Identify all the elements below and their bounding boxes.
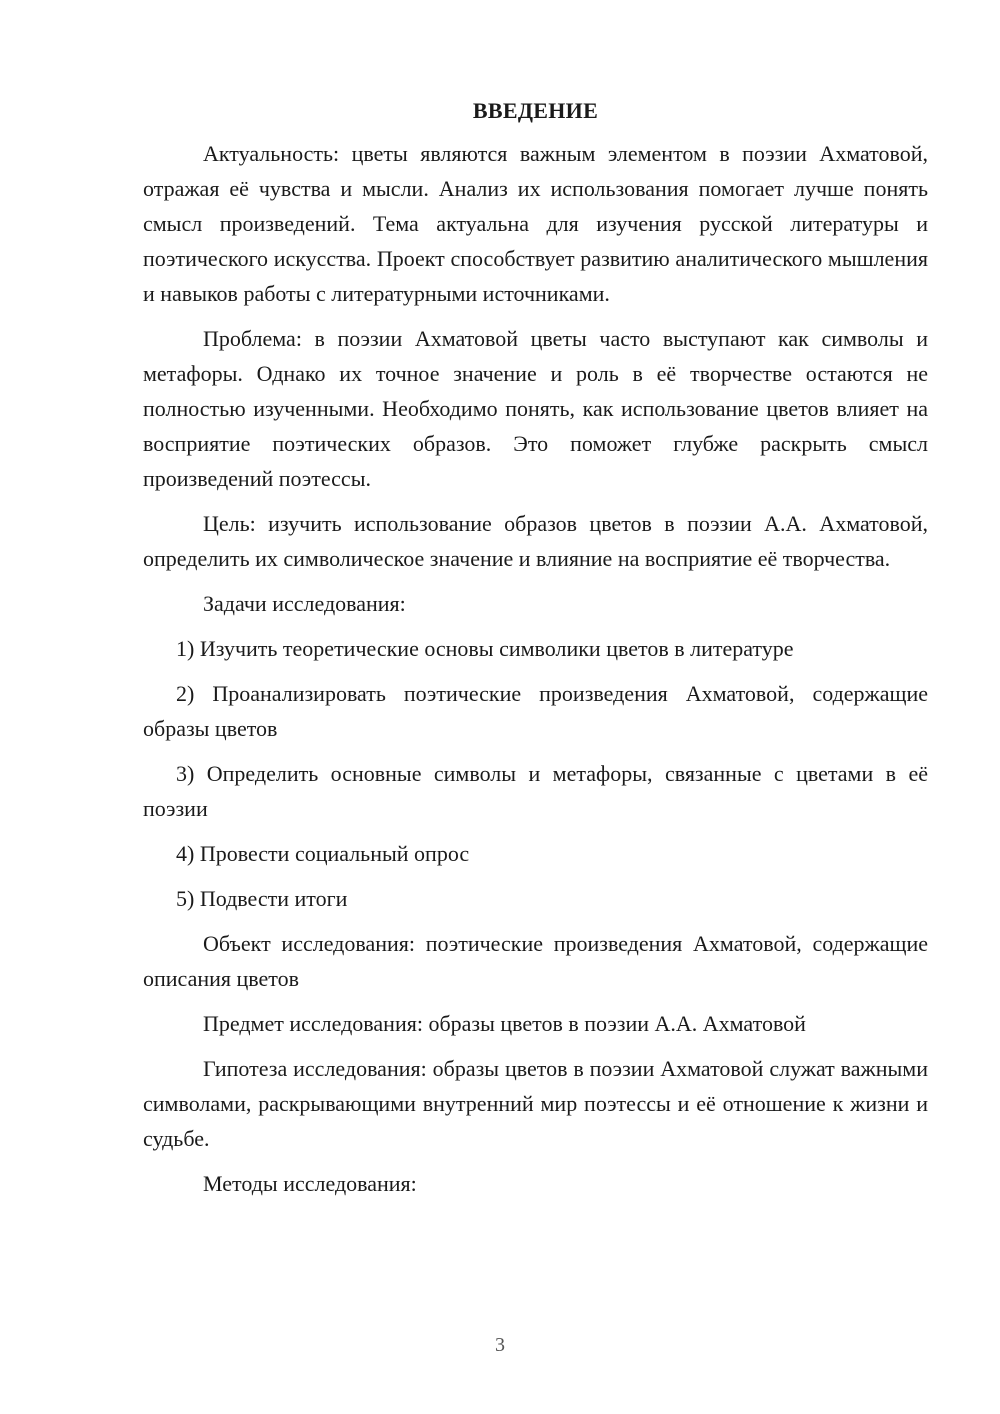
goal-paragraph: Цель: изучить использование образов цветов в поэзии А.А. Ахматовой, определить их символическое значение и влияние на восприятие её творчества. [143,511,928,571]
subject-paragraph: Предмет исследования: образы цветов в поэзии А.А. Ахматовой [203,1011,806,1036]
task-item-3: 3) Определить основные символы и метафоры, связанные с цветами в её поэзии [143,761,928,821]
task-item-4: 4) Провести социальный опрос [176,841,470,866]
problem-paragraph: Проблема: в поэзии Ахматовой цветы часто выступают как символы и метафоры. Однако их точное значение и роль в её творчестве остаются не полностью изученными. Необходимо понять, как использование цветов влияет на восприятие поэтических образов. Это поможет глубже раскрыть смысл произведений поэтессы. [143,326,928,491]
task-item-1: 1) Изучить теоретические основы символики цветов в литературе [176,636,794,661]
relevance-paragraph: Актуальность: цветы являются важным элементом в поэзии Ахматовой, отражая её чувства и мысли. Анализ их использования помогает лучше понять смысл произведений. Тема актуальна для изучения русской литературы и поэтического искусства. Проект способствует развитию аналитического мышления и навыков работы с литературными источниками. [143,141,928,306]
tasks-heading: Задачи исследования: [203,591,406,616]
page-body [143,96,928,1211]
object-paragraph: Объект исследования: поэтические произведения Ахматовой, содержащие описания цветов [143,931,928,991]
task-item-5: 5) Подвести итоги [176,886,348,911]
page-title: ВВЕДЕНИЕ [472,98,599,123]
page-number: 3 [495,1334,505,1356]
hypothesis-paragraph: Гипотеза исследования: образы цветов в поэзии Ахматовой служат важными символами, раскрывающими внутренний мир поэтессы и её отношение к жизни и судьбе. [143,1056,928,1151]
task-item-2: 2) Проанализировать поэтические произведения Ахматовой, содержащие образы цветов [143,681,928,741]
methods-heading: Методы исследования: [203,1171,417,1196]
